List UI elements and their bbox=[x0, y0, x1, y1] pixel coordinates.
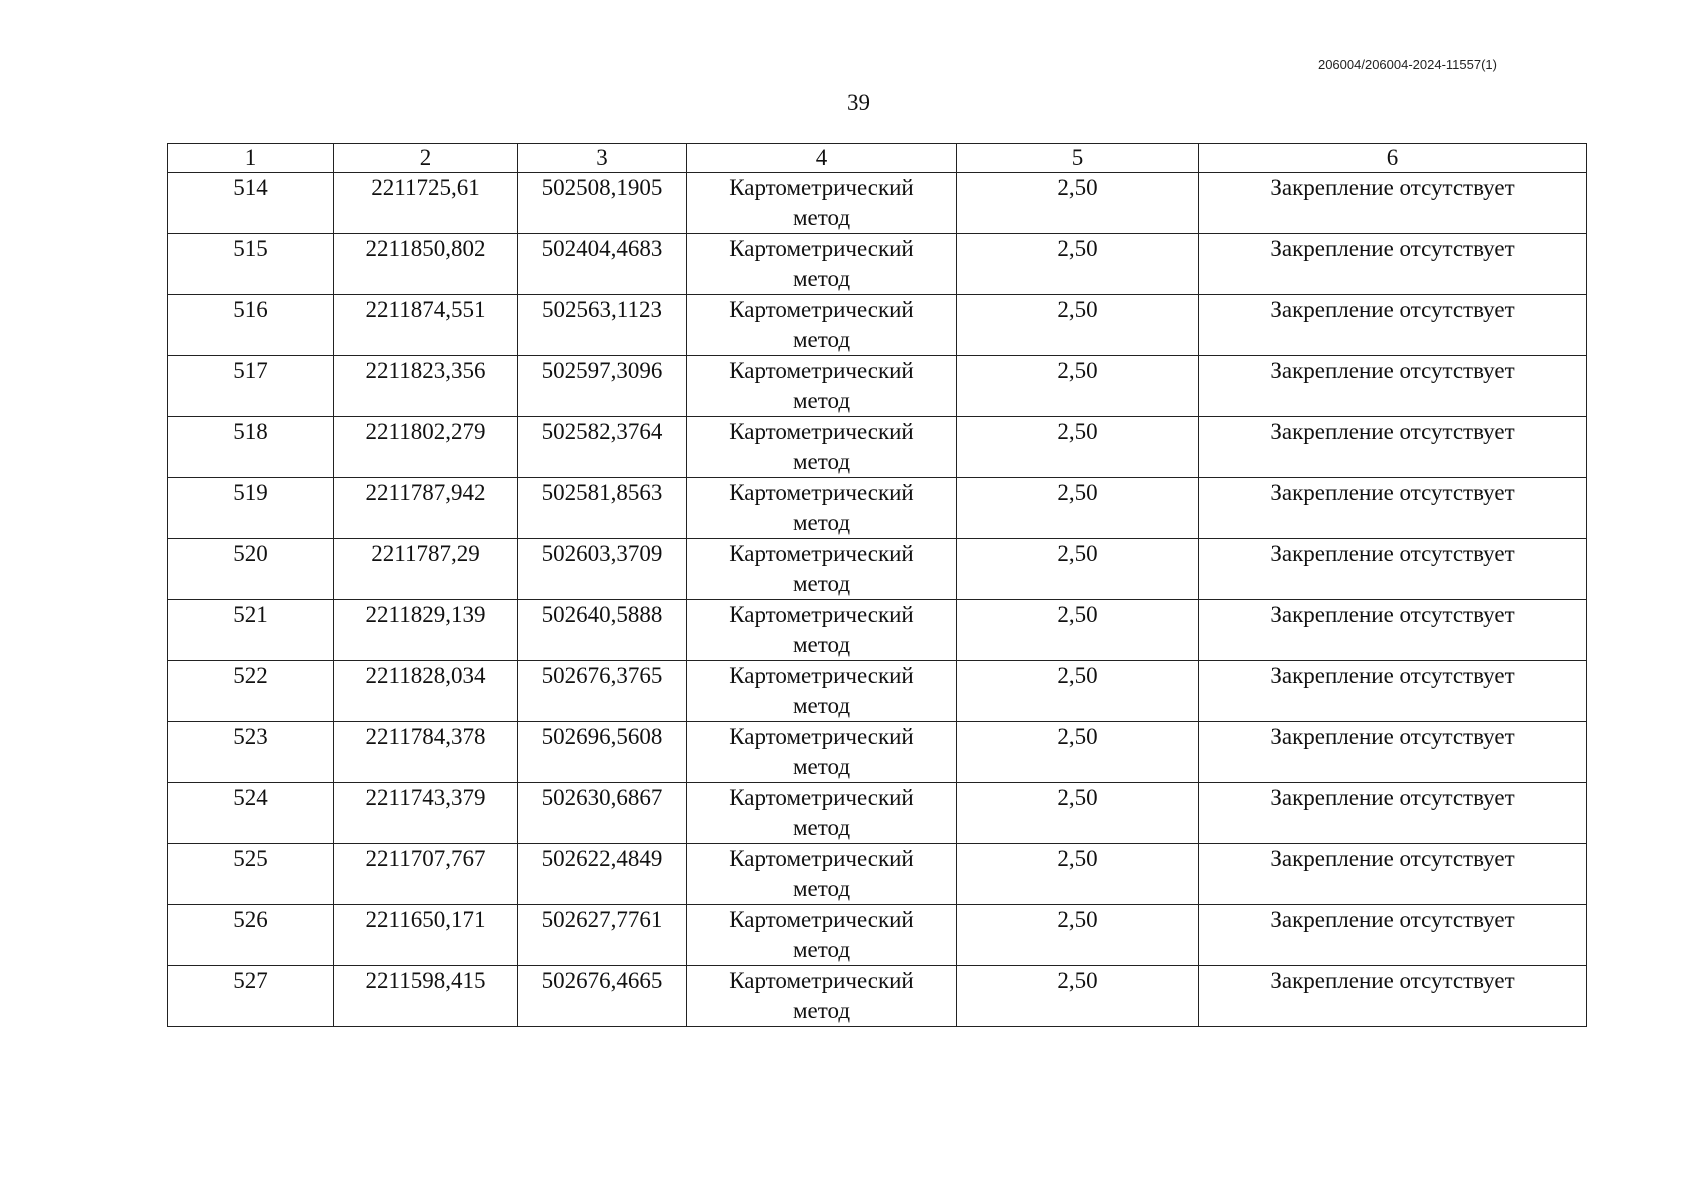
column-header-4: 4 bbox=[687, 144, 957, 173]
point-number-cell: 522 bbox=[168, 661, 334, 722]
point-number-cell: 527 bbox=[168, 966, 334, 1027]
fixing-description-cell: Закрепление отсутствует bbox=[1199, 722, 1587, 783]
table-row bbox=[168, 539, 1587, 600]
table-row bbox=[168, 600, 1587, 661]
accuracy-cell: 2,50 bbox=[957, 539, 1199, 600]
method-line-1: Картометрический bbox=[729, 480, 914, 505]
method-line-1: Картометрический bbox=[729, 297, 914, 322]
method-line-1: Картометрический bbox=[729, 968, 914, 993]
method-line-2: метод bbox=[792, 998, 851, 1023]
accuracy-cell: 2,50 bbox=[957, 356, 1199, 417]
point-number-cell: 517 bbox=[168, 356, 334, 417]
method-line-2: метод bbox=[792, 510, 851, 535]
y-coordinate-cell: 502676,3765 bbox=[518, 661, 687, 722]
method-cell bbox=[687, 356, 957, 417]
fixing-description-cell: Закрепление отсутствует bbox=[1199, 844, 1587, 905]
y-coordinate-cell: 502676,4665 bbox=[518, 966, 687, 1027]
method-line-2: метод bbox=[792, 632, 851, 657]
column-header-3: 3 bbox=[518, 144, 687, 173]
y-coordinate-cell: 502622,4849 bbox=[518, 844, 687, 905]
table-row bbox=[168, 295, 1587, 356]
x-coordinate-cell: 2211787,29 bbox=[334, 539, 518, 600]
method-cell bbox=[687, 661, 957, 722]
x-coordinate-cell: 2211850,802 bbox=[334, 234, 518, 295]
fixing-description-cell: Закрепление отсутствует bbox=[1199, 966, 1587, 1027]
x-coordinate-cell: 2211650,171 bbox=[334, 905, 518, 966]
method-cell bbox=[687, 600, 957, 661]
point-number-cell: 523 bbox=[168, 722, 334, 783]
method-line-1: Картометрический bbox=[729, 175, 914, 200]
column-header-6: 6 bbox=[1199, 144, 1587, 173]
coordinates-table bbox=[167, 143, 1587, 1027]
header-row bbox=[168, 144, 1587, 173]
fixing-description-cell: Закрепление отсутствует bbox=[1199, 356, 1587, 417]
accuracy-cell: 2,50 bbox=[957, 722, 1199, 783]
y-coordinate-cell: 502508,1905 bbox=[518, 173, 687, 234]
x-coordinate-cell: 2211874,551 bbox=[334, 295, 518, 356]
accuracy-cell: 2,50 bbox=[957, 234, 1199, 295]
point-number-cell: 525 bbox=[168, 844, 334, 905]
y-coordinate-cell: 502696,5608 bbox=[518, 722, 687, 783]
method-cell bbox=[687, 234, 957, 295]
accuracy-cell: 2,50 bbox=[957, 173, 1199, 234]
fixing-description-cell: Закрепление отсутствует bbox=[1199, 600, 1587, 661]
method-line-2: метод bbox=[792, 449, 851, 474]
point-number-cell: 516 bbox=[168, 295, 334, 356]
method-line-2: метод bbox=[792, 327, 851, 352]
method-line-1: Картометрический bbox=[729, 663, 914, 688]
method-line-2: метод bbox=[792, 815, 851, 840]
method-line-1: Картометрический bbox=[729, 907, 914, 932]
point-number-cell: 515 bbox=[168, 234, 334, 295]
table-row bbox=[168, 722, 1587, 783]
method-line-2: метод bbox=[792, 754, 851, 779]
method-cell bbox=[687, 966, 957, 1027]
fixing-description-cell: Закрепление отсутствует bbox=[1199, 417, 1587, 478]
fixing-description-cell: Закрепление отсутствует bbox=[1199, 173, 1587, 234]
fixing-description-cell: Закрепление отсутствует bbox=[1199, 783, 1587, 844]
x-coordinate-cell: 2211707,767 bbox=[334, 844, 518, 905]
method-line-1: Картометрический bbox=[729, 724, 914, 749]
table-row bbox=[168, 661, 1587, 722]
y-coordinate-cell: 502563,1123 bbox=[518, 295, 687, 356]
method-cell bbox=[687, 539, 957, 600]
accuracy-cell: 2,50 bbox=[957, 661, 1199, 722]
method-line-2: метод bbox=[792, 693, 851, 718]
accuracy-cell: 2,50 bbox=[957, 905, 1199, 966]
method-line-2: метод bbox=[792, 388, 851, 413]
method-line-1: Картометрический bbox=[729, 358, 914, 383]
x-coordinate-cell: 2211598,415 bbox=[334, 966, 518, 1027]
method-cell bbox=[687, 295, 957, 356]
fixing-description-cell: Закрепление отсутствует bbox=[1199, 234, 1587, 295]
accuracy-cell: 2,50 bbox=[957, 966, 1199, 1027]
fixing-description-cell: Закрепление отсутствует bbox=[1199, 295, 1587, 356]
method-line-2: метод bbox=[792, 205, 851, 230]
table-row bbox=[168, 234, 1587, 295]
accuracy-cell: 2,50 bbox=[957, 417, 1199, 478]
x-coordinate-cell: 2211802,279 bbox=[334, 417, 518, 478]
point-number-cell: 526 bbox=[168, 905, 334, 966]
x-coordinate-cell: 2211743,379 bbox=[334, 783, 518, 844]
method-cell bbox=[687, 844, 957, 905]
page-number: 39 bbox=[847, 90, 870, 115]
table-row bbox=[168, 905, 1587, 966]
x-coordinate-cell: 2211828,034 bbox=[334, 661, 518, 722]
method-line-2: метод bbox=[792, 876, 851, 901]
y-coordinate-cell: 502640,5888 bbox=[518, 600, 687, 661]
method-cell bbox=[687, 478, 957, 539]
method-cell bbox=[687, 783, 957, 844]
accuracy-cell: 2,50 bbox=[957, 295, 1199, 356]
accuracy-cell: 2,50 bbox=[957, 783, 1199, 844]
accuracy-cell: 2,50 bbox=[957, 600, 1199, 661]
point-number-cell: 520 bbox=[168, 539, 334, 600]
document-reference: 206004/206004-2024-11557(1) bbox=[1317, 57, 1497, 72]
fixing-description-cell: Закрепление отсутствует bbox=[1199, 661, 1587, 722]
method-line-2: метод bbox=[792, 937, 851, 962]
method-line-1: Картометрический bbox=[729, 785, 914, 810]
accuracy-cell: 2,50 bbox=[957, 478, 1199, 539]
method-line-1: Картометрический bbox=[729, 602, 914, 627]
fixing-description-cell: Закрепление отсутствует bbox=[1199, 905, 1587, 966]
method-line-1: Картометрический bbox=[729, 541, 914, 566]
table-row bbox=[168, 173, 1587, 234]
method-cell bbox=[687, 417, 957, 478]
point-number-cell: 514 bbox=[168, 173, 334, 234]
x-coordinate-cell: 2211784,378 bbox=[334, 722, 518, 783]
table-body bbox=[168, 173, 1587, 1027]
column-header-1: 1 bbox=[168, 144, 334, 173]
method-line-2: метод bbox=[792, 266, 851, 291]
x-coordinate-cell: 2211823,356 bbox=[334, 356, 518, 417]
y-coordinate-cell: 502627,7761 bbox=[518, 905, 687, 966]
table-row bbox=[168, 966, 1587, 1027]
point-number-cell: 518 bbox=[168, 417, 334, 478]
fixing-description-cell: Закрепление отсутствует bbox=[1199, 539, 1587, 600]
point-number-cell: 519 bbox=[168, 478, 334, 539]
x-coordinate-cell: 2211725,61 bbox=[334, 173, 518, 234]
table-row bbox=[168, 783, 1587, 844]
accuracy-cell: 2,50 bbox=[957, 844, 1199, 905]
point-number-cell: 524 bbox=[168, 783, 334, 844]
y-coordinate-cell: 502597,3096 bbox=[518, 356, 687, 417]
method-cell bbox=[687, 905, 957, 966]
table-row bbox=[168, 417, 1587, 478]
column-header-2: 2 bbox=[334, 144, 518, 173]
method-line-2: метод bbox=[792, 571, 851, 596]
table-row bbox=[168, 844, 1587, 905]
column-header-5: 5 bbox=[957, 144, 1199, 173]
table-row bbox=[168, 478, 1587, 539]
point-number-cell: 521 bbox=[168, 600, 334, 661]
method-line-1: Картометрический bbox=[729, 846, 914, 871]
table-header bbox=[168, 144, 1587, 173]
x-coordinate-cell: 2211829,139 bbox=[334, 600, 518, 661]
y-coordinate-cell: 502603,3709 bbox=[518, 539, 687, 600]
y-coordinate-cell: 502404,4683 bbox=[518, 234, 687, 295]
y-coordinate-cell: 502581,8563 bbox=[518, 478, 687, 539]
method-line-1: Картометрический bbox=[729, 419, 914, 444]
fixing-description-cell: Закрепление отсутствует bbox=[1199, 478, 1587, 539]
y-coordinate-cell: 502582,3764 bbox=[518, 417, 687, 478]
method-line-1: Картометрический bbox=[729, 236, 914, 261]
x-coordinate-cell: 2211787,942 bbox=[334, 478, 518, 539]
y-coordinate-cell: 502630,6867 bbox=[518, 783, 687, 844]
table-row bbox=[168, 356, 1587, 417]
method-cell bbox=[687, 173, 957, 234]
method-cell bbox=[687, 722, 957, 783]
